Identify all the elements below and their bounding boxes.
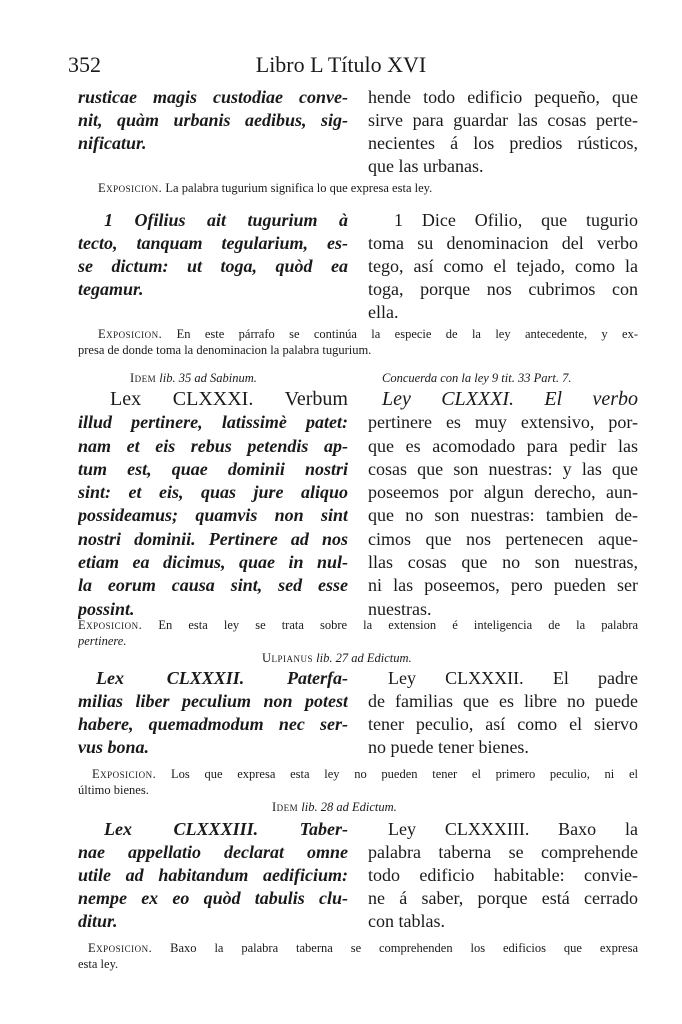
latin-line: milias liber peculium non potest — [78, 691, 348, 711]
exposicion-text: Los que expresa esta ley no pueden tener el primero peculio, ni el — [171, 767, 638, 781]
exposicion-text: La palabra tugurium significa lo que expresa esta ley. — [165, 181, 433, 195]
latin-column-law-183 — [78, 818, 348, 933]
spanish-line: tener peculio, así como el siervo — [368, 714, 638, 734]
spanish-line: que es acomodado para pedir las — [368, 435, 638, 456]
exposicion-text: pertinere. — [78, 634, 127, 648]
running-title: Libro L Título XVI — [255, 52, 427, 77]
exposicion-note — [78, 766, 638, 798]
spanish-line: cimos que nos pertenecen aque- — [368, 528, 638, 549]
latin-line: sint: et eis, quas jure aliquo — [78, 482, 348, 503]
spanish-line: llas cosas que no son nuestras, — [368, 552, 638, 573]
source-citation — [262, 651, 412, 666]
spanish-line: que las urbanas. — [368, 156, 484, 176]
page-header — [0, 52, 682, 82]
spanish-line: nuestras. — [368, 598, 432, 619]
spanish-column-law-183 — [368, 818, 638, 933]
source-citation — [272, 800, 397, 815]
latin-line: Lex CLXXXII. Paterfa- — [96, 668, 348, 688]
latin-line: vus bona. — [78, 737, 150, 757]
concordance-citation: Concuerda con la ley 9 tit. 33 Part. 7. — [382, 371, 572, 385]
exposicion-line — [78, 940, 638, 956]
latin-line: nificatur. — [78, 133, 147, 153]
spanish-line: no puede tener bienes. — [368, 737, 529, 757]
latin-line: possint. — [78, 598, 135, 619]
spanish-line: ni las poseemos, pero pueden ser — [368, 575, 638, 596]
source-citation — [130, 371, 257, 386]
spanish-column-law-181 — [368, 388, 638, 621]
source-author: Idem — [130, 371, 157, 385]
exposicion-text: En este párrafo se continúa la especie de la ley antecedente, y ex- — [176, 327, 638, 341]
latin-line: tegamur. — [78, 279, 144, 299]
spanish-line: cosas que son nuestras: y las que — [368, 458, 638, 479]
latin-column-law-182 — [78, 667, 348, 759]
latin-line: possideamus; quamvis non sint — [78, 505, 348, 526]
page-number: 352 — [68, 52, 101, 77]
spanish-line: ella. — [368, 302, 399, 322]
spanish-line: palabra taberna se comprehende — [368, 842, 638, 862]
latin-line: etiam ea dicimus, quae in nul- — [78, 552, 348, 573]
spanish-column-paragraph-1 — [368, 209, 638, 324]
source-ref: lib. 28 ad Edictum. — [301, 800, 397, 814]
latin-line: illud pertinere, latissimè patet: — [78, 412, 348, 433]
spanish-line: toga, porque nos cubrimos con — [368, 279, 638, 299]
spanish-line: sirve para guardar las cosas perte- — [368, 110, 638, 130]
exposicion-text: presa de donde toma la denominacion la palabra tugurium. — [78, 343, 372, 357]
spanish-line: de familias que es libre no puede — [368, 691, 638, 711]
latin-line: se dictum: ut toga, quòd ea — [78, 256, 348, 276]
source-author: Ulpianus — [262, 651, 314, 665]
spanish-line: tego, así como el tejado, como la — [368, 256, 638, 276]
latin-line: nam et eis rebus petendis ap- — [78, 435, 348, 456]
exposicion-label: Exposicion. — [98, 327, 163, 341]
latin-line: la eorum causa sint, sed esse — [78, 575, 348, 596]
spanish-column-law-182 — [368, 667, 638, 759]
spanish-line: que no son nuestras: tambien de- — [368, 505, 638, 526]
exposicion-label: Exposicion. — [88, 941, 153, 955]
spanish-line: ne á saber, porque está cerrado — [368, 888, 638, 908]
exposicion-text: esta ley. — [78, 957, 119, 971]
exposicion-note — [98, 180, 658, 196]
latin-line: Lex CLXXXIII. Taber- — [104, 819, 348, 839]
spanish-line: con tablas. — [368, 911, 445, 931]
latin-line: tecto, tanquam tegularium, es- — [78, 233, 348, 253]
exposicion-note — [78, 326, 638, 358]
latin-line: 1 Ofilius ait tugurium à — [104, 210, 348, 230]
latin-column-law-181 — [78, 388, 348, 621]
latin-line: utile ad habitandum aedificium: — [78, 865, 348, 885]
spanish-line: pertinere es muy extensivo, por- — [368, 412, 638, 433]
spanish-line: Ley CLXXXII. El padre — [388, 668, 638, 688]
exposicion-line — [78, 617, 638, 633]
latin-line: nempe ex eo quòd tabulis clu- — [78, 888, 348, 908]
spanish-line: necientes á los predios rústicos, — [368, 133, 638, 153]
spanish-line: toma su denominacion del verbo — [368, 233, 638, 253]
spanish-line: 1 Dice Ofilio, que tugurio — [394, 210, 638, 230]
latin-line: nae appellatio declarat omne — [78, 842, 348, 862]
exposicion-label: Exposicion. — [98, 181, 163, 195]
latin-column-paragraph-1 — [78, 209, 348, 301]
latin-line: rusticae magis custodiae conve- — [78, 87, 348, 107]
law-heading-spanish: Ley CLXXXI. El verbo — [382, 388, 638, 410]
source-ref: lib. 27 ad Edictum. — [316, 651, 412, 665]
latin-line — [78, 388, 348, 411]
spanish-line: todo edificio habitable: convie- — [368, 865, 638, 885]
spanish-line: poseemos por algun derecho, aun- — [368, 482, 638, 503]
latin-line: habere, quemadmodum nec ser- — [78, 714, 348, 734]
latin-column-intro — [78, 86, 348, 155]
exposicion-note — [78, 617, 638, 649]
exposicion-label: Exposicion. — [92, 767, 157, 781]
latin-line: ditur. — [78, 911, 118, 931]
latin-line: tum est, quae dominii nostri — [78, 458, 348, 479]
exposicion-text: En esta ley se trata sobre la extension é inteligencia de la palabra — [158, 618, 638, 632]
exposicion-label: Exposicion. — [78, 618, 143, 632]
exposicion-line — [78, 766, 638, 782]
spanish-line: hende todo edificio pequeño, que — [368, 87, 638, 107]
exposicion-text: último bienes. — [78, 783, 149, 797]
source-author: Idem — [272, 800, 299, 814]
spanish-column-intro — [368, 86, 638, 178]
exposicion-note — [78, 940, 638, 972]
exposicion-line — [78, 326, 638, 342]
latin-line: nit, quàm urbanis aedibus, sig- — [78, 110, 348, 130]
source-ref: lib. 35 ad Sabinum. — [159, 371, 257, 385]
exposicion-text: Baxo la palabra taberna se comprehenden los edificios que expresa — [170, 941, 638, 955]
latin-line: nostri dominii. Pertinere ad nos — [78, 528, 348, 549]
spanish-line: Ley CLXXXIII. Baxo la — [388, 819, 638, 839]
law-heading-latin: Lex CLXXXI. Verbum — [110, 388, 348, 410]
